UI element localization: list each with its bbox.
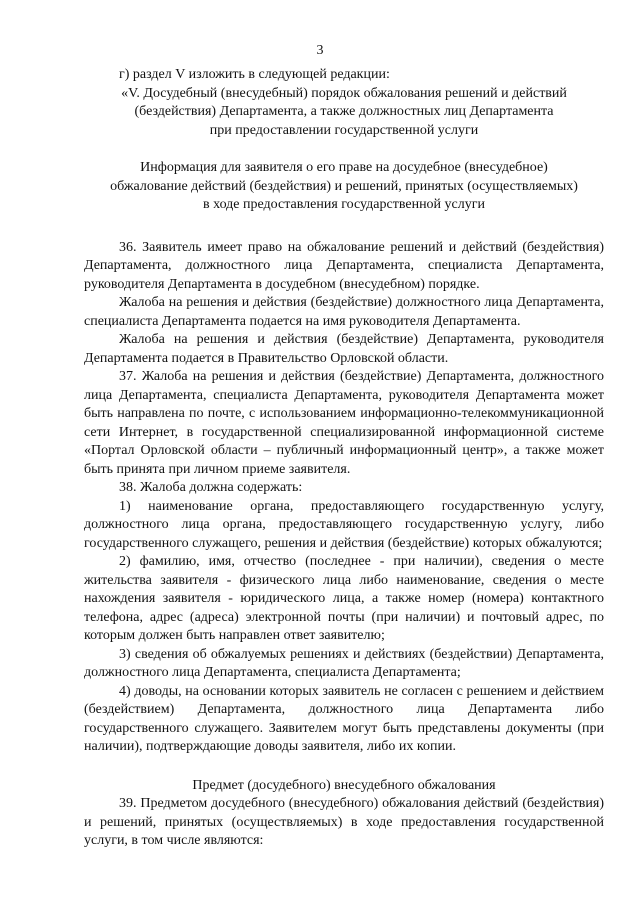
list-item: 4) доводы, на основании которых заявитель не согласен с решением и действием (бездействием) Департамента, должностного лица Департамента либо государственного служащего. Заявителем могут быть представлены документы (при наличии), подтверждающие доводы заявителя, либо их копии. xyxy=(84,683,604,754)
info-heading-line: в ходе предоставления государственной услуги xyxy=(203,197,485,212)
paragraph-38: 38. Жалоба должна содержать: xyxy=(119,480,303,495)
list-item: 2) фамилию, имя, отчество (последнее - при наличии), сведения о месте жительства заявителя - физического лица либо наименование, сведения о месте нахождения заявителя - юридического лица, а также номер (номера) контактного телефона, адрес (адреса) электронной почты (при наличии) и почтовый адрес, по которым должен быть направлен ответ заявителю; xyxy=(84,554,604,643)
section-title-line: при предоставлении государственной услуги xyxy=(209,122,479,138)
paragraph-36: 36. Заявитель имеет право на обжалование решений и действий (бездействия) Департамента, должностного лица Департамента, специалиста Департамента, руководителя Департамента в досудебном (внесудебном) порядке. xyxy=(84,239,604,292)
amendment-intro: г) раздел V изложить в следующей редакции: xyxy=(119,67,390,82)
paragraph-complaint-official: Жалоба на решения и действия (бездействие) должностного лица Департамента, специалиста Департамента подается на имя руководителя Департамента. xyxy=(84,295,604,329)
paragraph-39: 39. Предметом досудебного (внесудебного) обжалования действий (бездействия) и решений, принятых (осуществляемых) в ходе предоставления государственной услуги, в том числе являются: xyxy=(84,796,604,848)
subject-heading: Предмет (досудебного) внесудебного обжалования xyxy=(192,777,496,793)
section-title xyxy=(84,85,604,141)
document-content xyxy=(84,66,604,851)
section-title-line: «V. Досудебный (внесудебный) порядок обжалования решений и действий xyxy=(121,85,567,101)
list-item: 3) сведения об обжалуемых решениях и действиях (бездействии) Департамента, должностного лица Департамента, специалиста Департамента; xyxy=(84,646,604,680)
page-number: 3 xyxy=(316,43,324,58)
paragraph-complaint-department: Жалоба на решения и действия (бездействие) Департамента, руководителя Департамента подается в Правительство Орловской области. xyxy=(84,332,604,366)
list-item: 1) наименование органа, предоставляющего государственную услугу, должностного лица органа, предоставляющего государственную услугу, либо государственного служащего, решения и действия (бездействие) которых обжалуются; xyxy=(84,498,604,551)
info-heading-line: Информация для заявителя о его праве на досудебное (внесудебное) xyxy=(140,160,548,175)
paragraph-37: 37. Жалоба на решения и действия (бездействие) Департамента, должностного лица Департамента, специалиста Департамента, руководителя Департамента может быть направлена по почте, с использованием информационно-телекоммуникационной сети Интернет, в государственной специализированной информационной системе «Портал Орловской области – публичный информационный центр», а также может быть принята при личном приеме заявителя. xyxy=(84,369,604,477)
info-heading xyxy=(84,159,604,215)
section-title-line: (бездействия) Департамента, а также должностных лиц Департамента xyxy=(134,104,554,119)
info-heading-line: обжалование действий (бездействия) и решений, принятых (осуществляемых) xyxy=(110,178,578,194)
